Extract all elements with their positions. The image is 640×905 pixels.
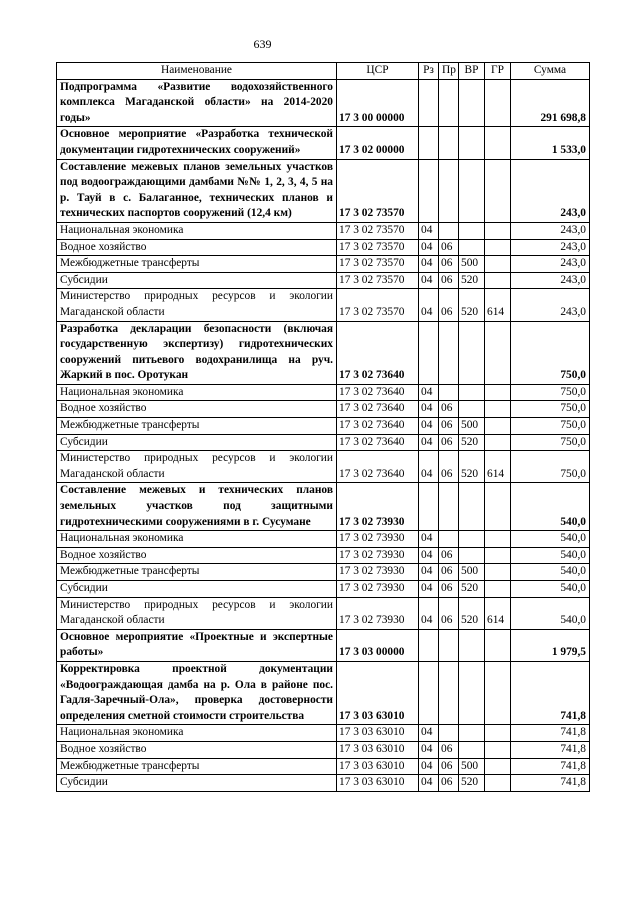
cell-vr: 500 xyxy=(459,564,485,581)
cell-csr: 17 3 02 73640 xyxy=(337,384,419,401)
cell-pr: 06 xyxy=(439,289,459,321)
table-row xyxy=(57,629,590,661)
cell-pr xyxy=(439,159,459,222)
cell-pr xyxy=(439,629,459,661)
cell-name: Межбюджетные трансферты xyxy=(57,758,337,775)
cell-vr xyxy=(459,321,485,384)
cell-pr: 06 xyxy=(439,418,459,435)
cell-sum: 540,0 xyxy=(511,564,590,581)
header-csr: ЦСР xyxy=(337,63,419,80)
cell-sum: 741,8 xyxy=(511,758,590,775)
cell-sum: 750,0 xyxy=(511,418,590,435)
cell-pr: 06 xyxy=(439,401,459,418)
cell-name: Основное мероприятие «Разработка технической документации гидротехнических сооружений» xyxy=(57,127,337,159)
cell-csr: 17 3 02 73570 xyxy=(337,222,419,239)
header-pr: Пр xyxy=(439,63,459,80)
cell-gr xyxy=(485,79,511,127)
cell-rz: 04 xyxy=(419,256,439,273)
cell-sum: 291 698,8 xyxy=(511,79,590,127)
cell-sum: 750,0 xyxy=(511,451,590,483)
cell-gr: 614 xyxy=(485,451,511,483)
table-row xyxy=(57,661,590,724)
table-row xyxy=(57,725,590,742)
cell-vr xyxy=(459,79,485,127)
cell-rz: 04 xyxy=(419,451,439,483)
cell-csr: 17 3 03 63010 xyxy=(337,725,419,742)
cell-sum: 750,0 xyxy=(511,434,590,451)
cell-name: Корректировка проектной документации «Водоограждающая дамба на р. Ола в районе пос. Гадля-Заречный-Ола», проверка достоверности определения сметной стоимости строительства xyxy=(57,661,337,724)
cell-pr xyxy=(439,661,459,724)
cell-vr xyxy=(459,483,485,531)
cell-name: Водное хозяйство xyxy=(57,239,337,256)
cell-pr: 06 xyxy=(439,239,459,256)
table-row xyxy=(57,434,590,451)
table-row xyxy=(57,256,590,273)
table-row xyxy=(57,239,590,256)
cell-vr: 500 xyxy=(459,418,485,435)
cell-rz xyxy=(419,159,439,222)
page-number: 639 xyxy=(253,37,272,51)
header-name: Наименование xyxy=(57,63,337,80)
cell-gr xyxy=(485,256,511,273)
table-row xyxy=(57,775,590,792)
cell-pr: 06 xyxy=(439,451,459,483)
cell-gr xyxy=(485,127,511,159)
cell-name: Подпрограмма «Развитие водохозяйственного комплекса Магаданской области» на 2014-2020 годы» xyxy=(57,79,337,127)
cell-sum: 750,0 xyxy=(511,401,590,418)
cell-name: Межбюджетные трансферты xyxy=(57,418,337,435)
cell-name: Национальная экономика xyxy=(57,384,337,401)
header-sum: Сумма xyxy=(511,63,590,80)
cell-pr xyxy=(439,222,459,239)
cell-csr: 17 3 02 00000 xyxy=(337,127,419,159)
cell-name: Межбюджетные трансферты xyxy=(57,256,337,273)
table-row xyxy=(57,321,590,384)
table-row xyxy=(57,451,590,483)
cell-csr: 17 3 02 73930 xyxy=(337,597,419,629)
table-row xyxy=(57,79,590,127)
cell-rz: 04 xyxy=(419,401,439,418)
cell-csr: 17 3 03 63010 xyxy=(337,741,419,758)
cell-pr: 06 xyxy=(439,581,459,598)
cell-gr xyxy=(485,384,511,401)
cell-gr xyxy=(485,758,511,775)
cell-vr xyxy=(459,547,485,564)
cell-name: Министерство природных ресурсов и экологии Магаданской области xyxy=(57,597,337,629)
cell-gr xyxy=(485,725,511,742)
cell-rz xyxy=(419,321,439,384)
cell-vr xyxy=(459,531,485,548)
table-row xyxy=(57,401,590,418)
cell-sum: 540,0 xyxy=(511,547,590,564)
cell-pr xyxy=(439,384,459,401)
table-row xyxy=(57,758,590,775)
cell-sum: 540,0 xyxy=(511,483,590,531)
cell-rz: 04 xyxy=(419,547,439,564)
cell-csr: 17 3 02 73930 xyxy=(337,547,419,564)
cell-csr: 17 3 02 73640 xyxy=(337,434,419,451)
cell-gr xyxy=(485,159,511,222)
table-row xyxy=(57,581,590,598)
header-gr: ГР xyxy=(485,63,511,80)
cell-sum: 243,0 xyxy=(511,272,590,289)
table-row xyxy=(57,597,590,629)
cell-name: Субсидии xyxy=(57,272,337,289)
cell-sum: 1 979,5 xyxy=(511,629,590,661)
cell-rz: 04 xyxy=(419,725,439,742)
table-header-row xyxy=(57,63,590,80)
cell-sum: 243,0 xyxy=(511,289,590,321)
cell-pr: 06 xyxy=(439,272,459,289)
cell-rz: 04 xyxy=(419,272,439,289)
cell-vr xyxy=(459,159,485,222)
cell-pr: 06 xyxy=(439,564,459,581)
cell-gr: 614 xyxy=(485,597,511,629)
cell-name: Национальная экономика xyxy=(57,531,337,548)
cell-sum: 741,8 xyxy=(511,775,590,792)
cell-sum: 540,0 xyxy=(511,531,590,548)
cell-gr xyxy=(485,401,511,418)
cell-gr: 614 xyxy=(485,289,511,321)
cell-gr xyxy=(485,531,511,548)
cell-vr: 520 xyxy=(459,289,485,321)
cell-rz: 04 xyxy=(419,222,439,239)
cell-name: Министерство природных ресурсов и экологии Магаданской области xyxy=(57,451,337,483)
cell-name: Национальная экономика xyxy=(57,725,337,742)
cell-pr: 06 xyxy=(439,547,459,564)
cell-vr: 520 xyxy=(459,775,485,792)
cell-csr: 17 3 00 00000 xyxy=(337,79,419,127)
cell-csr: 17 3 02 73570 xyxy=(337,159,419,222)
cell-sum: 540,0 xyxy=(511,597,590,629)
cell-pr xyxy=(439,321,459,384)
budget-table xyxy=(56,62,590,792)
cell-vr xyxy=(459,239,485,256)
cell-name: Разработка декларации безопасности (включая государственную экспертизу) гидротехнических сооружений питьевого водохранилища на руч. Жаркий в пос. Оротукан xyxy=(57,321,337,384)
table-row xyxy=(57,564,590,581)
cell-gr xyxy=(485,547,511,564)
cell-vr xyxy=(459,725,485,742)
cell-csr: 17 3 02 73640 xyxy=(337,418,419,435)
cell-csr: 17 3 02 73640 xyxy=(337,401,419,418)
cell-vr xyxy=(459,384,485,401)
cell-csr: 17 3 02 73570 xyxy=(337,256,419,273)
cell-csr: 17 3 02 73570 xyxy=(337,272,419,289)
cell-rz xyxy=(419,483,439,531)
cell-vr xyxy=(459,401,485,418)
cell-vr xyxy=(459,222,485,239)
cell-rz: 04 xyxy=(419,775,439,792)
cell-vr: 520 xyxy=(459,451,485,483)
cell-gr xyxy=(485,564,511,581)
cell-gr xyxy=(485,741,511,758)
cell-pr: 06 xyxy=(439,741,459,758)
cell-sum: 750,0 xyxy=(511,321,590,384)
cell-sum: 741,8 xyxy=(511,741,590,758)
cell-rz: 04 xyxy=(419,597,439,629)
cell-name: Межбюджетные трансферты xyxy=(57,564,337,581)
cell-pr xyxy=(439,531,459,548)
cell-rz: 04 xyxy=(419,434,439,451)
cell-csr: 17 3 02 73640 xyxy=(337,321,419,384)
cell-rz xyxy=(419,127,439,159)
cell-rz: 04 xyxy=(419,289,439,321)
cell-name: Водное хозяйство xyxy=(57,547,337,564)
cell-vr: 520 xyxy=(459,581,485,598)
cell-sum: 741,8 xyxy=(511,725,590,742)
cell-pr xyxy=(439,79,459,127)
cell-gr xyxy=(485,222,511,239)
cell-pr xyxy=(439,725,459,742)
cell-rz: 04 xyxy=(419,564,439,581)
cell-sum: 750,0 xyxy=(511,384,590,401)
cell-vr: 520 xyxy=(459,434,485,451)
cell-rz: 04 xyxy=(419,384,439,401)
cell-rz xyxy=(419,629,439,661)
cell-rz: 04 xyxy=(419,531,439,548)
cell-rz: 04 xyxy=(419,239,439,256)
cell-csr: 17 3 02 73930 xyxy=(337,564,419,581)
cell-vr xyxy=(459,127,485,159)
cell-csr: 17 3 02 73640 xyxy=(337,451,419,483)
cell-rz xyxy=(419,79,439,127)
table-row xyxy=(57,531,590,548)
cell-pr: 06 xyxy=(439,434,459,451)
cell-name: Водное хозяйство xyxy=(57,401,337,418)
table-row xyxy=(57,289,590,321)
cell-gr xyxy=(485,483,511,531)
cell-vr: 500 xyxy=(459,758,485,775)
table-row xyxy=(57,384,590,401)
cell-name: Национальная экономика xyxy=(57,222,337,239)
cell-name: Министерство природных ресурсов и экологии Магаданской области xyxy=(57,289,337,321)
cell-sum: 243,0 xyxy=(511,239,590,256)
cell-gr xyxy=(485,272,511,289)
cell-name: Субсидии xyxy=(57,775,337,792)
cell-sum: 243,0 xyxy=(511,256,590,273)
cell-vr xyxy=(459,661,485,724)
cell-name: Водное хозяйство xyxy=(57,741,337,758)
cell-vr: 500 xyxy=(459,256,485,273)
cell-csr: 17 3 02 73570 xyxy=(337,289,419,321)
cell-gr xyxy=(485,629,511,661)
cell-pr: 06 xyxy=(439,775,459,792)
cell-rz: 04 xyxy=(419,758,439,775)
cell-csr: 17 3 02 73930 xyxy=(337,581,419,598)
table-row xyxy=(57,272,590,289)
table-row xyxy=(57,547,590,564)
cell-gr xyxy=(485,434,511,451)
cell-csr: 17 3 03 63010 xyxy=(337,661,419,724)
table-row xyxy=(57,483,590,531)
cell-csr: 17 3 02 73930 xyxy=(337,483,419,531)
cell-csr: 17 3 03 63010 xyxy=(337,775,419,792)
table-row xyxy=(57,159,590,222)
cell-pr xyxy=(439,483,459,531)
cell-pr: 06 xyxy=(439,597,459,629)
cell-pr: 06 xyxy=(439,758,459,775)
cell-sum: 243,0 xyxy=(511,222,590,239)
table-row xyxy=(57,222,590,239)
cell-csr: 17 3 02 73930 xyxy=(337,531,419,548)
cell-csr: 17 3 03 00000 xyxy=(337,629,419,661)
cell-name: Субсидии xyxy=(57,434,337,451)
cell-csr: 17 3 02 73570 xyxy=(337,239,419,256)
cell-gr xyxy=(485,321,511,384)
cell-rz: 04 xyxy=(419,741,439,758)
cell-vr: 520 xyxy=(459,272,485,289)
cell-sum: 540,0 xyxy=(511,581,590,598)
header-vr: ВР xyxy=(459,63,485,80)
header-rz: Рз xyxy=(419,63,439,80)
cell-gr xyxy=(485,775,511,792)
table-row xyxy=(57,741,590,758)
cell-pr: 06 xyxy=(439,256,459,273)
cell-vr: 520 xyxy=(459,597,485,629)
table-row xyxy=(57,418,590,435)
cell-vr xyxy=(459,629,485,661)
cell-name: Составление межевых планов земельных участков под водоограждающими дамбами №№ 1, 2, 3, 4, 5 на р. Тауй в с. Балаганное, технических планов и технических паспортов сооружений (12,4 км) xyxy=(57,159,337,222)
cell-sum: 1 533,0 xyxy=(511,127,590,159)
cell-sum: 741,8 xyxy=(511,661,590,724)
cell-name: Субсидии xyxy=(57,581,337,598)
cell-vr xyxy=(459,741,485,758)
cell-name: Составление межевых и технических планов земельных участков под защитными гидротехническими сооружениями в г. Сусумане xyxy=(57,483,337,531)
cell-gr xyxy=(485,661,511,724)
cell-gr xyxy=(485,581,511,598)
cell-gr xyxy=(485,418,511,435)
cell-gr xyxy=(485,239,511,256)
cell-pr xyxy=(439,127,459,159)
cell-name: Основное мероприятие «Проектные и экспертные работы» xyxy=(57,629,337,661)
table-row xyxy=(57,127,590,159)
cell-csr: 17 3 03 63010 xyxy=(337,758,419,775)
cell-rz xyxy=(419,661,439,724)
cell-rz: 04 xyxy=(419,418,439,435)
cell-rz: 04 xyxy=(419,581,439,598)
cell-sum: 243,0 xyxy=(511,159,590,222)
